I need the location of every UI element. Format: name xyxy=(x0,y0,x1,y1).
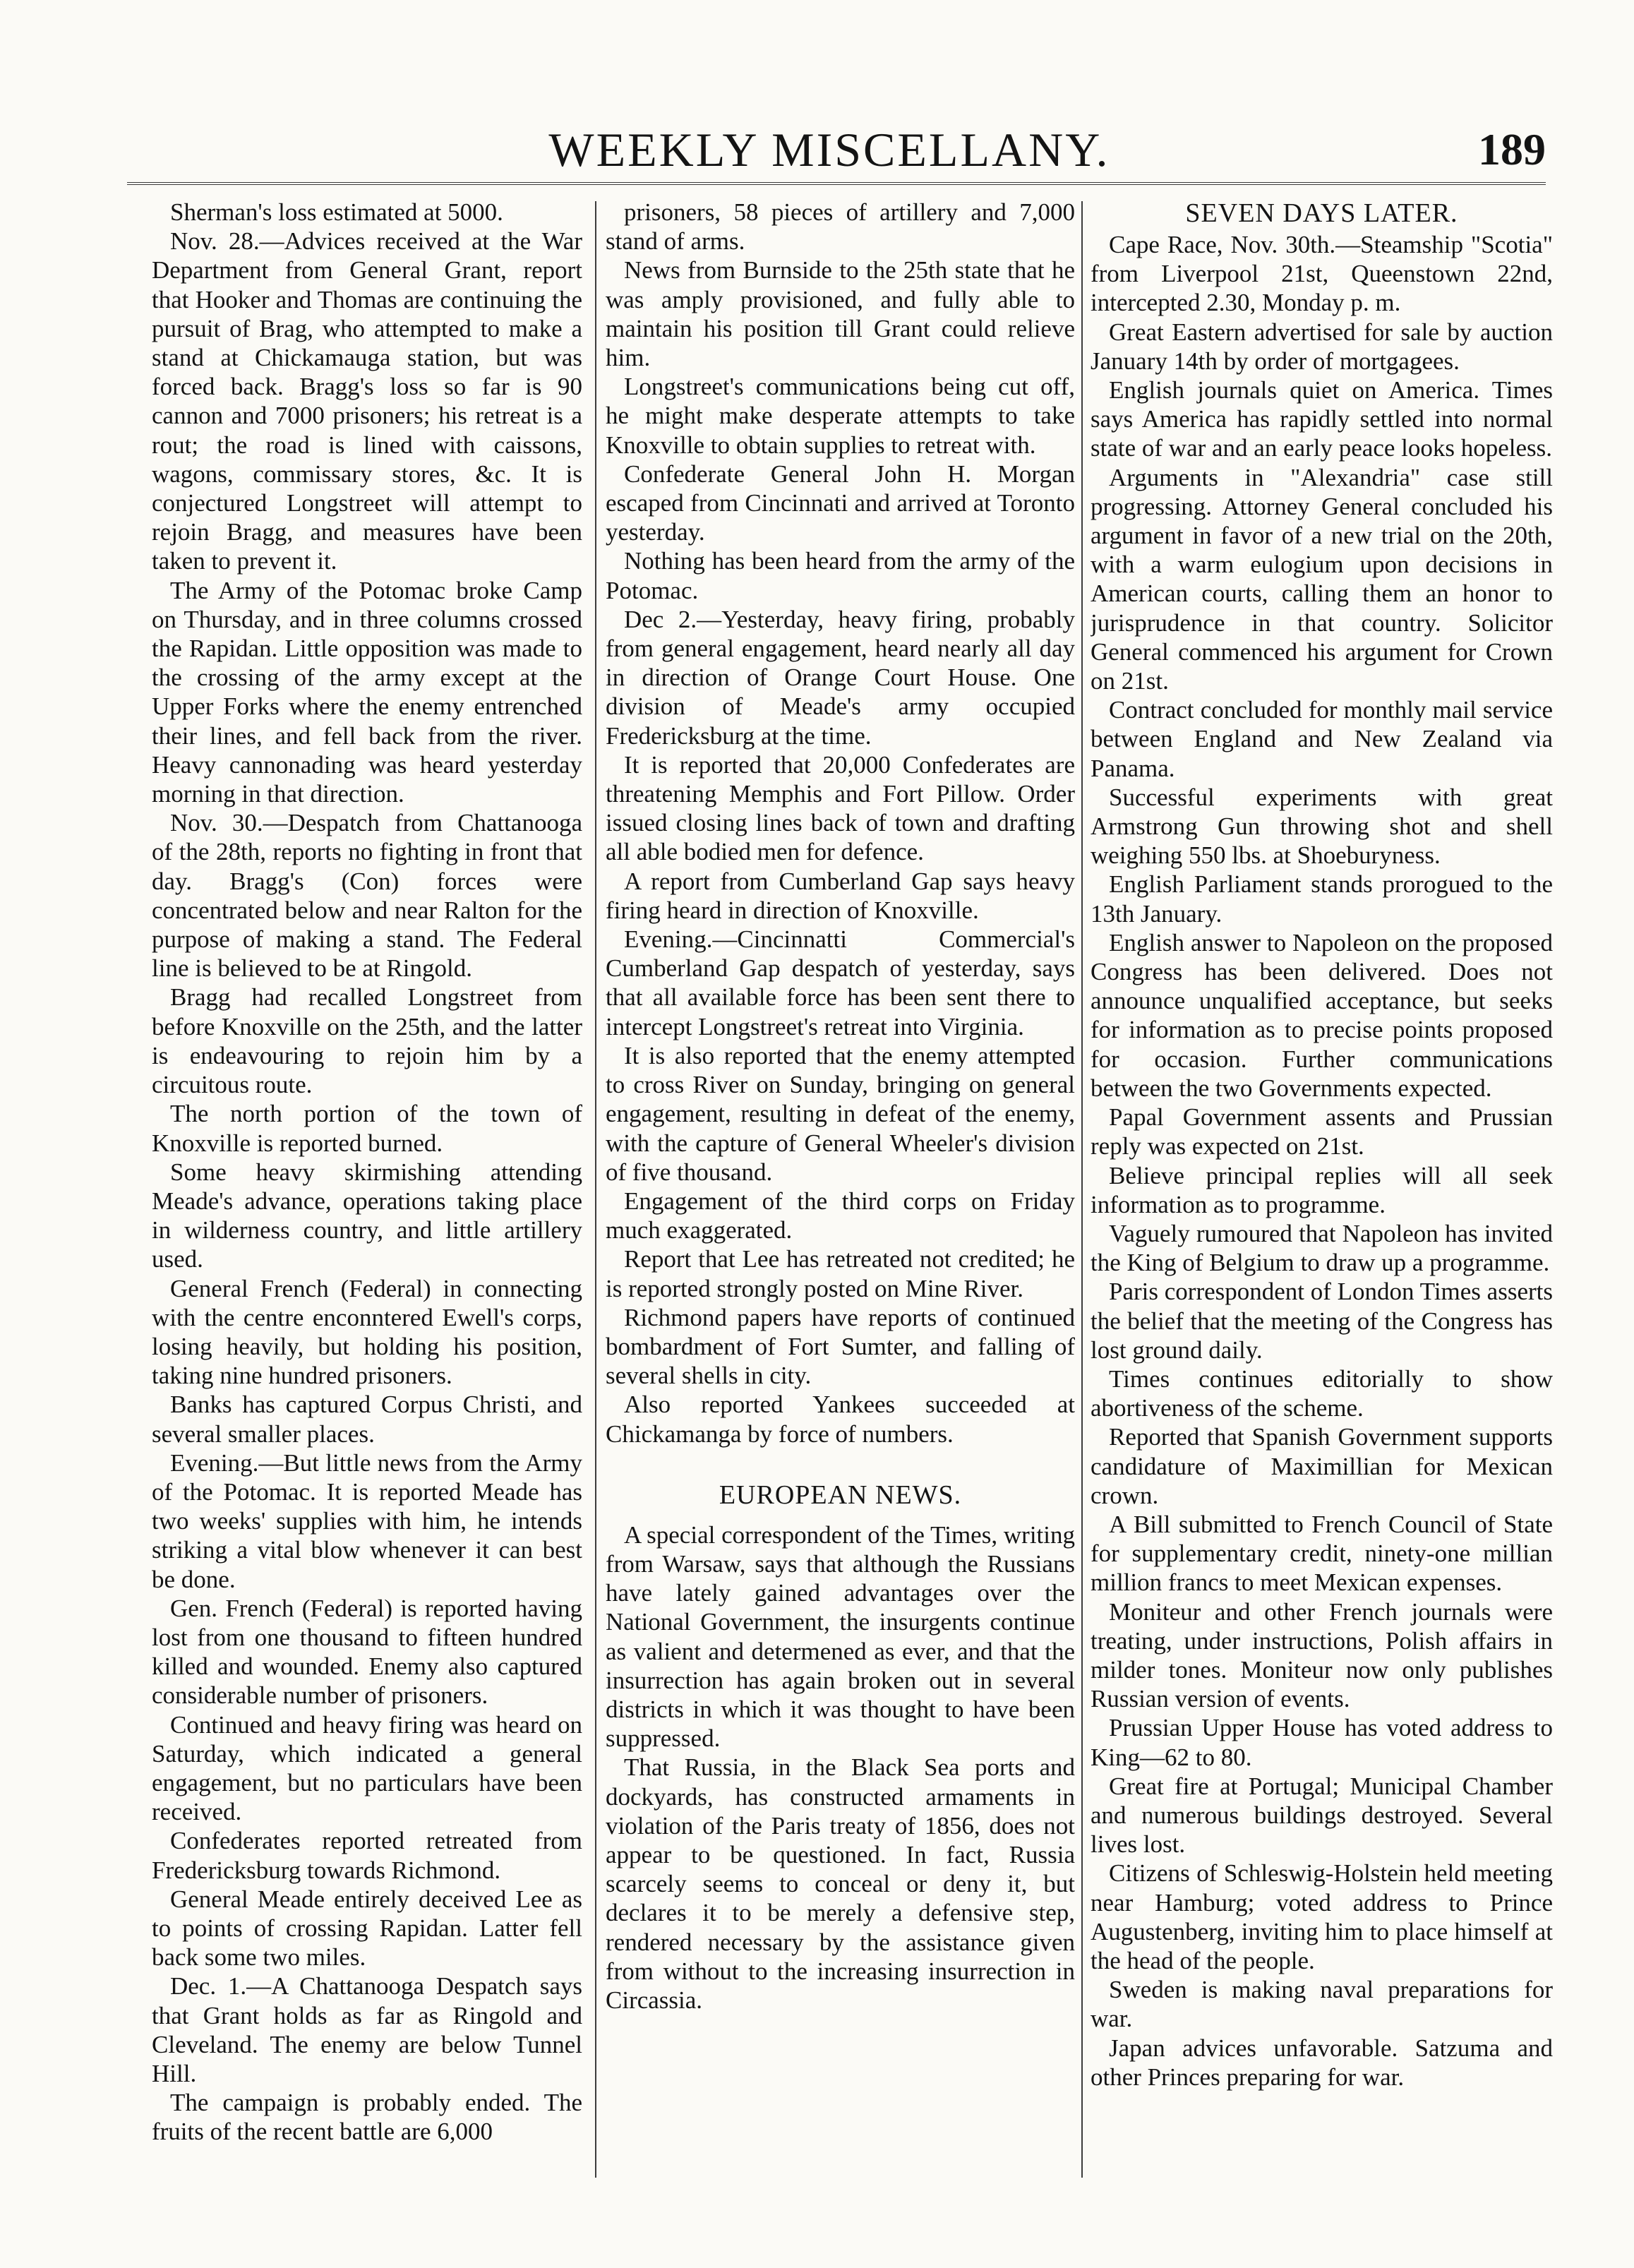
column-1 xyxy=(152,198,582,2174)
column-3 xyxy=(1091,198,1553,2174)
news-paragraph: prisoners, 58 pieces of artillery and 7,000 stand of arms. xyxy=(606,198,1075,256)
news-paragraph: News from Burnside to the 25th state that he was amply provisioned, and fully able to maintain his position till Grant could relieve him. xyxy=(606,256,1075,372)
news-paragraph: Evening.—But little news from the Army of the Potomac. It is reported Meade has two weeks' supplies with him, he intends striking a vital blow whenever it can best be done. xyxy=(152,1448,582,1593)
news-paragraph: Nov. 30.—Despatch from Chattanooga of the 28th, reports no fighting in front that day. Bragg's (Con) forces were concentrated below and near Ralton for the purpose of making a stand. The Federal line is believed to be at Ringold. xyxy=(152,809,582,983)
section-heading-european-news: EUROPEAN NEWS. xyxy=(719,1480,962,1510)
news-paragraph: A report from Cumberland Gap says heavy firing heard in direction of Knoxville. xyxy=(606,867,1075,924)
news-paragraph: Great Eastern advertised for sale by auction January 14th by order of mortgagees. xyxy=(1091,318,1553,375)
news-paragraph: Sweden is making naval preparations for war. xyxy=(1091,1976,1553,2033)
column-divider xyxy=(1081,201,1083,2178)
news-paragraph: It is reported that 20,000 Confederates are threatening Memphis and Fort Pillow. Order issued closing lines back of town and drafting all able bodied men for defence. xyxy=(606,750,1075,866)
running-head xyxy=(113,119,1546,181)
column-2-news xyxy=(606,198,1075,1448)
news-paragraph: Paris correspondent of London Times asserts the belief that the meeting of the Congress has lost ground daily. xyxy=(1091,1278,1553,1364)
news-paragraph: Longstreet's communications being cut off, he might make desperate attempts to take Knoxville to obtain supplies to retreat with. xyxy=(606,373,1075,459)
news-paragraph: The campaign is probably ended. The fruits of the recent battle are 6,000 xyxy=(152,2089,582,2146)
news-paragraph: General Meade entirely deceived Lee as to points of crossing Rapidan. Latter fell back some two miles. xyxy=(152,1885,582,1972)
news-paragraph: Great fire at Portugal; Municipal Chamber and numerous buildings destroyed. Several lives lost. xyxy=(1091,1772,1553,1859)
news-paragraph: Some heavy skirmishing attending Meade's advance, operations taking place in wilderness country, and little artillery used. xyxy=(152,1158,582,1273)
news-paragraph: Moniteur and other French journals were treating, under instructions, Polish affairs in milder tones. Moniteur now only publishes Russian version of events. xyxy=(1091,1597,1553,1713)
news-paragraph: Arguments in "Alexandria" case still progressing. Attorney General concluded his argument in favor of a new trial on the 20th, with a warm eulogium upon decisions in American courts, calling them an honor to jurisprudence in that country. Solicitor General commenced his argument for Crown on 21st. xyxy=(1091,463,1553,695)
news-paragraph: A special correspondent of the Times, writing from Warsaw, says that although the Russians have lately gained advantages over the National Government, the insurgents continue as valient and determened as ever, and that the insurrection has again broken out in several districts in which it was thought to have been suppressed. xyxy=(606,1520,1075,1753)
news-paragraph: Dec. 1.—A Chattanooga Despatch says that Grant holds as far as Ringold and Cleveland. The enemy are below Tunnel Hill. xyxy=(152,1972,582,2087)
news-paragraph: Times continues editorially to show abortiveness of the scheme. xyxy=(1091,1364,1553,1422)
column-2 xyxy=(606,198,1075,2174)
news-paragraph: Nov. 28.—Advices received at the War Department from General Grant, report that Hooker and Thomas are continuing the pursuit of Brag, who attempted to make a stand at Chickamauga station, but was forced back. Bragg's loss so far is 90 cannon and 7000 prisoners; his retreat is a rout; the road is lined with caissons, wagons, commissary stores, &c. It is conjectured Longstreet will attempt to rejoin Bragg, and measures have been taken to prevent it. xyxy=(152,227,582,575)
news-paragraph: Cape Race, Nov. 30th.—Steamship "Scotia" from Liverpool 21st, Queenstown 22nd, intercepted 2.30, Monday p. m. xyxy=(1091,231,1553,317)
news-paragraph: English Parliament stands prorogued to the 13th January. xyxy=(1091,870,1553,928)
news-paragraph: Believe principal replies will all seek information as to programme. xyxy=(1091,1161,1553,1218)
news-paragraph: Gen. French (Federal) is reported having lost from one thousand to fifteen hundred killed and wounded. Enemy also captured considerable number of prisoners. xyxy=(152,1594,582,1710)
header-rule xyxy=(127,182,1546,185)
news-paragraph: Vaguely rumoured that Napoleon has invited the King of Belgium to draw up a programme. xyxy=(1091,1219,1553,1277)
news-paragraph: Evening.—Cincinnatti Commercial's Cumberland Gap despatch of yesterday, says that all available force has been sent there to intercept Longstreet's retreat into Virginia. xyxy=(606,925,1075,1040)
news-paragraph: The north portion of the town of Knoxville is reported burned. xyxy=(152,1100,582,1157)
news-paragraph: Papal Government assents and Prussian reply was expected on 21st. xyxy=(1091,1103,1553,1160)
news-paragraph: Dec 2.—Yesterday, heavy firing, probably from general engagement, heard nearly all day in direction of Orange Court House. One division of Meade's army occupied Fredericksburg at the time. xyxy=(606,605,1075,750)
column-divider xyxy=(595,201,596,2178)
news-paragraph: Richmond papers have reports of continued bombardment of Fort Sumter, and falling of several shells in city. xyxy=(606,1303,1075,1390)
news-paragraph: Sherman's loss estimated at 5000. xyxy=(170,198,503,226)
news-paragraph: Confederates reported retreated from Fredericksburg towards Richmond. xyxy=(152,1827,582,1884)
column-3-news xyxy=(1091,230,1553,2092)
publication-title: WEEKLY MISCELLANY. xyxy=(548,123,1110,176)
news-paragraph: Also reported Yankees succeeded at Chickamanga by force of numbers. xyxy=(606,1391,1075,1448)
news-paragraph: Confederate General John H. Morgan escaped from Cincinnati and arrived at Toronto yesterday. xyxy=(606,460,1075,546)
news-paragraph: Reported that Spanish Government supports candidature of Maximillian for Mexican crown. xyxy=(1091,1423,1553,1509)
news-paragraph: English journals quiet on America. Times says America has rapidly settled into normal state of war and an early peace looks hopeless. xyxy=(1091,376,1553,462)
news-paragraph: Engagement of the third corps on Friday much exaggerated. xyxy=(606,1187,1075,1244)
news-paragraph: That Russia, in the Black Sea ports and dockyards, has constructed armaments in violation of the Paris treaty of 1856, does not appear to be questioned. In fact, Russia scarcely seems to conceal or deny it, but declares it to be merely a defensive step, rendered necessary by the assistance given from without to the increasing insurrection in Circassia. xyxy=(606,1753,1075,2014)
news-paragraph: Continued and heavy firing was heard on Saturday, which indicated a general engagement, but no particulars have been received. xyxy=(152,1710,582,1826)
news-paragraph: English answer to Napoleon on the proposed Congress has been delivered. Does not announce unqualified acceptance, but seeks for information as to precise points proposed for occasion. Further communications between the two Governments expected. xyxy=(1091,928,1553,1102)
news-paragraph: Report that Lee has retreated not credited; he is reported strongly posted on Mine River. xyxy=(606,1245,1075,1302)
news-paragraph: Nothing has been heard from the army of the Potomac. xyxy=(606,547,1075,604)
news-paragraph: A Bill submitted to French Council of State for supplementary credit, ninety-one millian million francs to meet Mexican expenses. xyxy=(1091,1510,1553,1597)
news-paragraph: Citizens of Schleswig-Holstein held meeting near Hamburg; voted address to Prince Augustenberg, inviting him to place himself at the head of the people. xyxy=(1091,1859,1553,1974)
news-paragraph: Bragg had recalled Longstreet from before Knoxville on the 25th, and the latter is endeavouring to rejoin him by a circuitous route. xyxy=(152,983,582,1099)
section-heading-seven-days-later: SEVEN DAYS LATER. xyxy=(1185,198,1458,228)
news-paragraph: The Army of the Potomac broke Camp on Thursday, and in three columns crossed the Rapidan. Little opposition was made to the crossing of the army except at the Upper Forks where the enemy entrenched their lines, and fell back from the river. Heavy cannonading was heard yesterday morning in that direction. xyxy=(152,576,582,808)
news-paragraph: Contract concluded for monthly mail service between England and New Zealand via Panama. xyxy=(1091,696,1553,782)
news-paragraph: Successful experiments with great Armstrong Gun throwing shot and shell weighing 550 lbs. at Shoeburyness. xyxy=(1091,783,1553,870)
page-number: 189 xyxy=(1478,124,1546,174)
news-paragraph: Japan advices unfavorable. Satzuma and other Princes preparing for war. xyxy=(1091,2034,1553,2091)
news-paragraph: It is also reported that the enemy attempted to cross River on Sunday, bringing on general engagement, resulting in defeat of the enemy, with the capture of General Wheeler's division of five thousand. xyxy=(606,1041,1075,1186)
news-paragraph: General French (Federal) in connecting with the centre enconntered Ewell's corps, losing heavily, but holding his position, taking nine hundred prisoners. xyxy=(152,1274,582,1390)
european-news-body xyxy=(606,1520,1075,2015)
news-paragraph: Prussian Upper House has voted address to King—62 to 80. xyxy=(1091,1714,1553,1771)
news-paragraph: Banks has captured Corpus Christi, and several smaller places. xyxy=(152,1391,582,1448)
